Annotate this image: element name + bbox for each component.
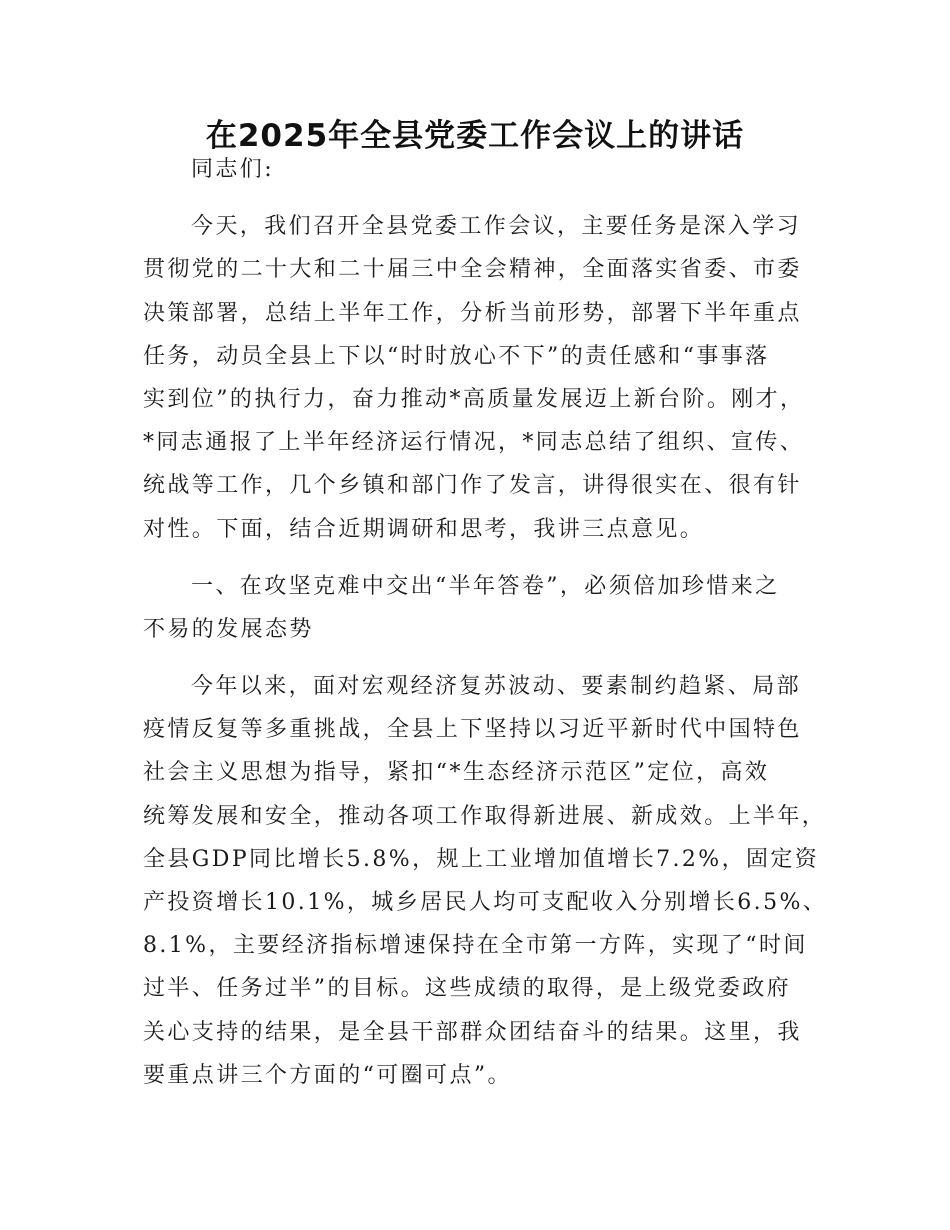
paragraph-line: 统战等工作，几个乡镇和部门作了发言，讲得很实在、很有针 [143,473,802,499]
paragraph-line: 产投资增长10.1%，城乡居民人均可支配收入分别增长6.5%、 [143,890,828,915]
paragraph-line: 今天，我们召开全县党委工作会议，主要任务是深入学习 [191,214,802,240]
heading-line: 一、在攻坚克难中交出“半年答卷”，必须倍加珍惜来之 [191,573,780,599]
paragraph-line: 疫情反复等多重挑战，全县上下坚持以习近平新时代中国特色 [143,717,802,743]
paragraph-line: 关心支持的结果，是全县干部群众团结奋斗的结果。这里，我 [143,1019,802,1045]
paragraph-line: 实到位”的执行力，奋力推动*高质量发展迈上新台阶。刚才， [143,386,805,412]
paragraph-line: 8.1%，主要经济指标增速保持在全市第一方阵，实现了“时间 [143,933,808,959]
paragraph-opening [143,205,823,551]
paragraph-line: 决策部署，总结上半年工作，分析当前形势，部署下半年重点 [143,300,802,326]
paragraph-line: 任务，动员全县上下以“时时放心不下”的责任感和“事事落 [143,343,770,369]
paragraph-line: 统筹发展和安全，推动各项工作取得新进展、新成效。上半年， [143,803,827,829]
heading-line: 不易的发展态势 [143,616,314,642]
document-body [143,148,828,1097]
document-title: 在2025年全县党委工作会议上的讲话 [205,118,745,154]
paragraph-line: 要重点讲三个方面的“可圈可点”。 [143,1062,512,1088]
paragraph-line: 全县GDP同比增长5.8%，规上工业增加值增长7.2%，固定资 [143,846,820,872]
salutation: 同志们: [191,157,275,182]
paragraph-line: 对性。下面，结合近期调研和思考，我讲三点意见。 [143,516,705,542]
paragraph-line: 过半、任务过半”的目标。这些成绩的取得，是上级党委政府 [143,976,792,1002]
paragraph-line: 贯彻党的二十大和二十届三中全会精神，全面落实省委、市委 [143,257,802,283]
section-heading [143,565,823,651]
paragraph-line: *同志通报了上半年经济运行情况，*同志总结了组织、宣传、 [143,430,805,456]
paragraph-line: 社会主义思想为指导，紧扣“*生态经济示范区”定位，高效 [143,760,770,786]
paragraph-achievements [143,665,828,1097]
paragraph-line: 今年以来，面对宏观经济复苏波动、要素制约趋紧、局部 [191,674,802,700]
